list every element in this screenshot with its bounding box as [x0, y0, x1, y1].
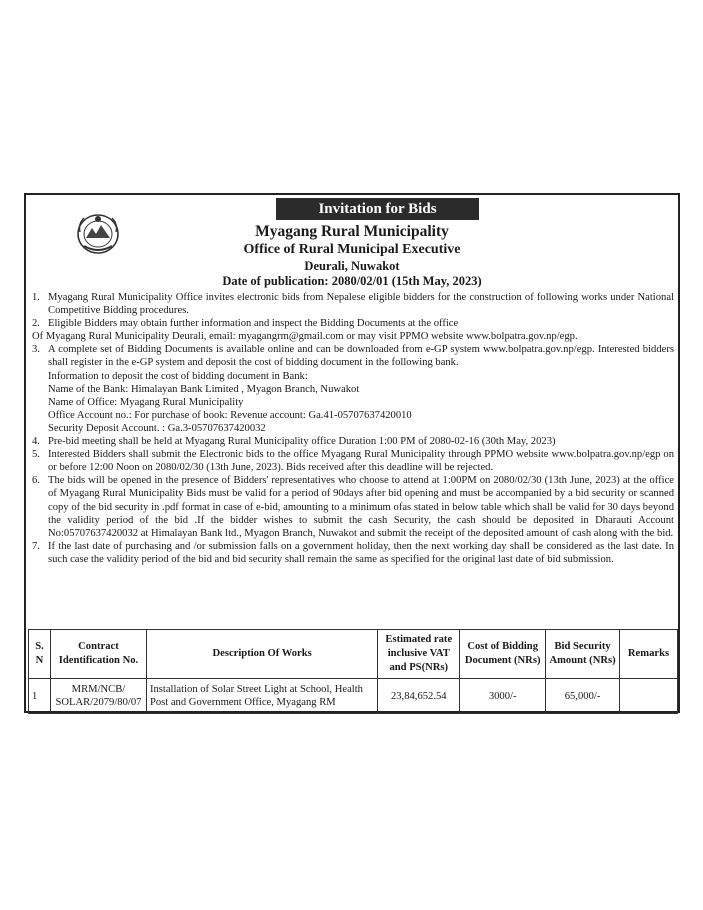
- office-name: Office of Rural Municipal Executive: [243, 242, 461, 257]
- header-bid-security: Bid Security Amount (NRs): [546, 630, 620, 679]
- header-remarks: Remarks: [620, 630, 678, 679]
- header-bidding-document-cost: Cost of Bidding Document (NRs): [460, 630, 546, 679]
- paragraph-number: 1.: [32, 292, 40, 303]
- paragraph-1: [32, 291, 674, 317]
- paragraph-number: 7.: [32, 540, 40, 552]
- header-sn: S. N: [29, 630, 51, 679]
- paragraph-5: [32, 448, 674, 474]
- paragraph-4: [32, 435, 674, 448]
- table-header-row: [29, 630, 678, 679]
- notice-title: Invitation for Bids: [276, 198, 479, 220]
- cell-contract-id: MRM/NCB/ SOLAR/2079/80/07: [50, 679, 146, 714]
- publication-date: Date of publication: 2080/02/01 (15th May, 2023): [222, 274, 482, 288]
- paragraph-number: 6.: [32, 475, 40, 487]
- header-contract-id: Contract Identification No.: [50, 630, 146, 679]
- paragraph-text: Pre-bid meeting shall be held at Myagang Rural Municipality office Duration 1:00 PM of 2080-02-16 (30th May, 2023): [48, 436, 556, 448]
- paragraph-3: [32, 343, 674, 369]
- paragraph-6: [32, 474, 674, 539]
- works-table: [28, 629, 678, 714]
- bank-info-line: Office Account no.: For purchase of book: Revenue account: Ga.41-05707637420010: [48, 409, 412, 421]
- paragraph-2: [32, 317, 674, 330]
- bank-info-line: Name of the Bank: Himalayan Bank Limited , Myagon Branch, Nuwakot: [48, 383, 360, 395]
- paragraph-text: Eligible Bidders may obtain further information and inspect the Bidding Documents at the office: [48, 318, 459, 330]
- cell-remarks: [620, 679, 678, 714]
- office-location: Deurali, Nuwakot: [304, 259, 400, 273]
- paragraph-7: [32, 540, 674, 566]
- cell-bidding-document-cost: 3000/-: [460, 679, 546, 714]
- paragraph-text: A complete set of Bidding Documents is available online and can be downloaded from e-GP system www.bolpatra.gov.np/egp. Interested bidders shall register in the e-GP system and deposit the cost of bidding document in the following bank.: [48, 344, 674, 369]
- paragraph-number: 2.: [32, 318, 40, 330]
- header-estimated-rate: Estimated rate inclusive VAT and PS(NRs): [378, 630, 460, 679]
- paragraph-number: 5.: [32, 449, 40, 461]
- cell-description: Installation of Solar Street Light at School, Health Post and Government Office, Myagang RM: [146, 679, 377, 714]
- bank-info-line: Information to deposit the cost of bidding document in Bank:: [48, 370, 308, 382]
- paragraph-number: 3.: [32, 344, 40, 356]
- paragraph-text: Myagang Rural Municipality Office invites electronic bids from Nepalese eligible bidders for the construction of following works under National Competitive Bidding procedures.: [48, 292, 674, 317]
- municipality-name: Myagang Rural Municipality: [255, 223, 449, 240]
- header-description: Description Of Works: [146, 630, 377, 679]
- cell-sn: 1: [29, 679, 51, 714]
- paragraph-2-continued: Of Myagang Rural Municipality Deurali, email: myagangrm@gmail.com or may visit PPMO website www.bolpatra.gov.np/egp.: [32, 331, 578, 343]
- bid-notice: [24, 193, 680, 713]
- paragraph-text: If the last date of purchasing and /or submission falls on a government holiday, then the next working day shall be considered as the last date. In such case the validity period of the bid and bid security shall remain the same as specified for the original last date of bid submission.: [48, 540, 674, 565]
- cell-bid-security: 65,000/-: [546, 679, 620, 714]
- bank-info-line: Security Deposit Account. : Ga.3-05707637420032: [48, 422, 266, 434]
- cell-estimated-rate: 23,84,652.54: [378, 679, 460, 714]
- paragraph-number: 4.: [32, 436, 40, 448]
- bank-info-line: Name of Office: Myagang Rural Municipality: [48, 396, 244, 408]
- table-row: [29, 679, 678, 714]
- notice-body: [32, 291, 674, 566]
- paragraph-text: Interested Bidders shall submit the Electronic bids to the office Myagang Rural Municipality through PPMO website www.bolpatra.gov.np/egp on or before 12:00 Noon on 2080/02/30 (13th June, 2023). Bids received after this deadline will be rejected.: [48, 449, 674, 474]
- paragraph-text: The bids will be opened in the presence of Bidders' representatives who choose to attend at 1:00PM on 2080/02/30 (13th June, 2023) at the office of Myagang Rural Municipality Bids must be valid for a period of 90days after bid opening and must be accompanied by a bid security or scanned copy of the bid security in .pdf format in case of e-bid, amounting to a minimum ofas stated in below table which shall be valid for 30 days beyond the validity period of the bid .If the bidder wishes to submit the cash Security, the cash should be deposited in Dharauti Account No:05707637420032 at Himalayan Bank ltd., Myagon Branch, Nuwakot and submit the receipt of the deposited amount of cash along with the bid.: [48, 475, 674, 539]
